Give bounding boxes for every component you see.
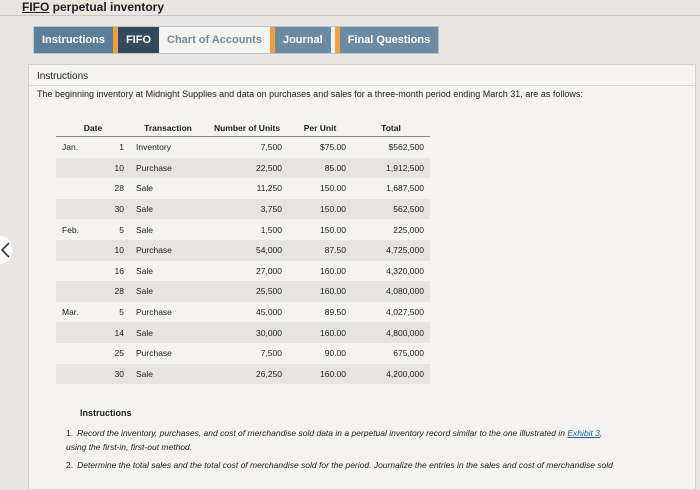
row-day: 30 xyxy=(104,199,130,220)
row-transaction: Sale xyxy=(136,183,154,194)
row-transaction: Purchase xyxy=(130,240,206,261)
sidebar-toggle[interactable] xyxy=(0,236,12,264)
row-transaction: Sale xyxy=(130,199,206,220)
row-month: Jan. xyxy=(62,142,79,153)
table-row xyxy=(56,343,430,364)
row-per-unit: 85.00 xyxy=(288,158,352,179)
tab-instructions[interactable]: Instructions xyxy=(34,27,113,53)
col-date: Date xyxy=(56,120,130,137)
row-total: 675,000 xyxy=(393,348,424,359)
row-day: 16 xyxy=(114,265,124,276)
step-1-line2: using the first-in, first-out method. xyxy=(66,442,193,452)
row-transaction: Sale xyxy=(130,281,206,302)
row-month xyxy=(56,343,104,364)
row-transaction: Inventory xyxy=(136,142,171,153)
row-per-unit: 160.00 xyxy=(288,364,352,385)
row-units: 30,000 xyxy=(206,322,288,343)
row-per-unit: 87.50 xyxy=(288,240,352,261)
row-units: 25,500 xyxy=(206,281,288,302)
row-per-unit: 160.00 xyxy=(288,281,352,302)
instructions-heading: Instructions xyxy=(37,71,89,82)
row-day: 5 xyxy=(119,224,124,235)
row-total: 1,687,500 xyxy=(386,183,424,194)
table-row xyxy=(56,137,430,158)
row-per-unit: 150.00 xyxy=(288,199,352,220)
row-units: 1,500 xyxy=(260,224,282,235)
row-day: 1 xyxy=(119,142,124,153)
row-units: 7,500 xyxy=(260,348,282,359)
table-row xyxy=(56,261,430,282)
row-day: 25 xyxy=(114,348,124,359)
row-total: 4,320,000 xyxy=(386,265,424,276)
row-month xyxy=(56,240,104,261)
inventory-table-body xyxy=(56,137,430,385)
step-1-after: , xyxy=(599,428,603,438)
row-month xyxy=(56,199,104,220)
row-transaction: Purchase xyxy=(130,158,206,179)
tab-fifo[interactable]: FIFO xyxy=(113,27,159,53)
tab-bar xyxy=(33,26,439,54)
row-day: 5 xyxy=(119,307,124,318)
page-title-fifo: FIFO xyxy=(22,0,50,14)
table-row xyxy=(56,302,430,323)
row-day: 14 xyxy=(104,322,130,343)
table-row xyxy=(56,178,430,199)
instructions-text: The beginning inventory at Midnight Supplies and data on purchases and sales for a three-month period ending March 31, are as follows: xyxy=(37,89,583,99)
row-units: 22,500 xyxy=(206,158,288,179)
instruction-steps xyxy=(66,426,686,476)
exhibit-3-link[interactable]: Exhibit 3 xyxy=(567,428,600,438)
row-transaction: Sale xyxy=(136,224,154,235)
title-divider xyxy=(0,15,700,16)
row-per-unit: 160.00 xyxy=(288,322,352,343)
row-month: Mar. xyxy=(62,307,79,318)
step-1 xyxy=(66,426,686,454)
tab-chart-of-accounts[interactable]: Chart of Accounts xyxy=(159,27,270,53)
row-per-unit: 90.00 xyxy=(324,348,346,359)
row-units: 11,250 xyxy=(256,183,282,194)
step-2-number: 2. xyxy=(66,460,74,470)
table-row xyxy=(56,199,430,220)
page-title xyxy=(22,0,164,14)
row-day: 28 xyxy=(114,183,124,194)
row-month xyxy=(56,261,104,282)
row-day: 10 xyxy=(104,240,130,261)
table-row xyxy=(56,240,430,261)
row-month xyxy=(56,322,104,343)
row-total: 4,200,000 xyxy=(352,364,430,385)
row-per-unit: 150.00 xyxy=(320,224,346,235)
bottom-instructions-heading: Instructions xyxy=(80,408,132,418)
row-total: 225,000 xyxy=(393,224,424,235)
step-1-number: 1. xyxy=(66,428,74,438)
row-units: 45,000 xyxy=(256,307,282,318)
row-per-unit: $75.00 xyxy=(320,142,346,153)
row-month xyxy=(56,178,104,199)
row-transaction: Purchase xyxy=(136,348,172,359)
row-units: 7,500 xyxy=(260,142,282,153)
row-month xyxy=(56,281,104,302)
row-month xyxy=(56,364,104,385)
row-total: 4,725,000 xyxy=(352,240,430,261)
table-row xyxy=(56,219,430,240)
row-transaction: Sale xyxy=(130,322,206,343)
row-day: 30 xyxy=(104,364,130,385)
row-total: 4,027,500 xyxy=(386,307,424,318)
row-total: 4,800,000 xyxy=(352,322,430,343)
row-day: 28 xyxy=(104,281,130,302)
col-transaction: Transaction xyxy=(130,120,206,137)
inventory-table xyxy=(56,120,430,384)
row-total: 4,080,000 xyxy=(352,281,430,302)
row-total: 562,500 xyxy=(352,199,430,220)
col-per-unit: Per Unit xyxy=(288,120,352,137)
row-per-unit: 150.00 xyxy=(320,183,346,194)
step-2 xyxy=(66,458,686,472)
col-units: Number of Units xyxy=(206,120,288,137)
step-1-text: Record the inventory, purchases, and cost of merchandise sold data in a perpetual inventory record similar to the one illustrated in xyxy=(77,428,568,438)
row-transaction: Sale xyxy=(130,364,206,385)
row-total: 1,912,500 xyxy=(352,158,430,179)
row-units: 26,250 xyxy=(206,364,288,385)
row-per-unit: 89.50 xyxy=(324,307,346,318)
row-total: $562,500 xyxy=(388,142,424,153)
row-transaction: Purchase xyxy=(136,307,172,318)
row-month xyxy=(56,158,104,179)
row-per-unit: 160.00 xyxy=(320,265,346,276)
table-row xyxy=(56,158,430,179)
row-units: 27,000 xyxy=(256,265,282,276)
step-2-text: Determine the total sales and the total cost of merchandise sold for the period. Journalize the entries in the sales and cost of merchandise sold xyxy=(77,460,613,470)
tab-journal[interactable]: Journal xyxy=(270,27,331,53)
row-units: 3,750 xyxy=(206,199,288,220)
row-month: Feb. xyxy=(62,224,80,235)
page-title-rest: perpetual inventory xyxy=(49,0,165,14)
instructions-divider xyxy=(29,85,695,86)
tab-final-questions[interactable]: Final Questions xyxy=(335,27,439,53)
row-units: 54,000 xyxy=(206,240,288,261)
table-row xyxy=(56,364,430,385)
table-row xyxy=(56,322,430,343)
row-day: 10 xyxy=(104,158,130,179)
table-row xyxy=(56,281,430,302)
row-transaction: Sale xyxy=(136,265,154,276)
chevron-left-icon xyxy=(0,242,12,258)
col-total: Total xyxy=(352,120,430,137)
